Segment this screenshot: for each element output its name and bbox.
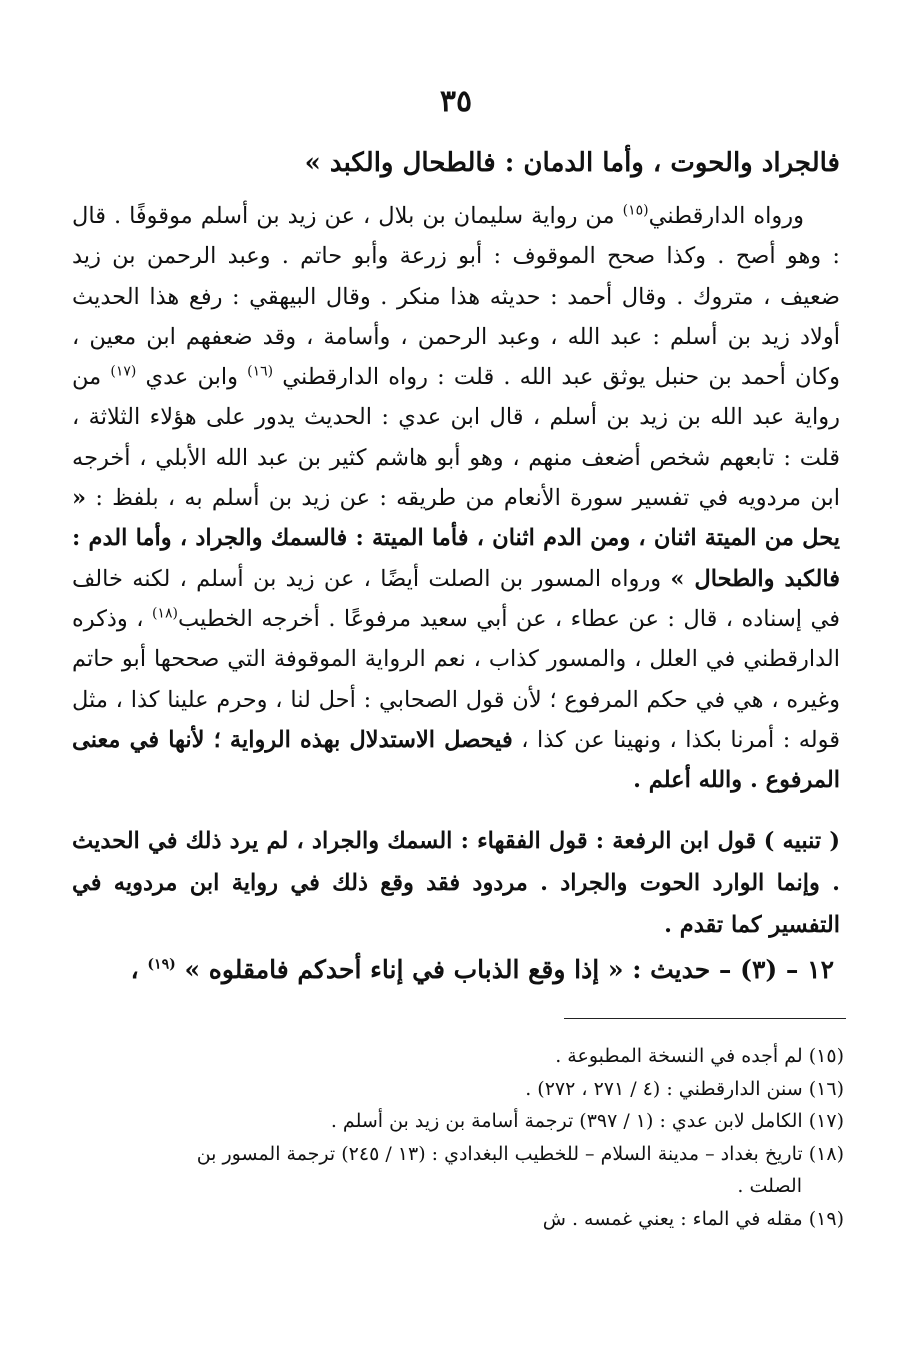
footnote-ref-19: (١٩) [147, 956, 176, 973]
footnote-number: (١٦) [808, 1077, 844, 1100]
main-body [72, 196, 840, 800]
footnote-number: (١٥) [808, 1045, 844, 1067]
footnote-number: (١٨) [808, 1142, 844, 1165]
footnote-text: لم أجده في النسخة المطبوعة . [555, 1045, 803, 1067]
hadith-text: ١٢ – (٣) – حديث : « إذا وقع الذباب في إناء أحدكم فامقلوه » [184, 955, 834, 984]
footnote-text: الكامل لابن عدي : (١ / ٣٩٧) ترجمة أسامة بن زيد بن أسلم . [330, 1110, 803, 1132]
footnote-16 [70, 1073, 844, 1106]
footnote-number: (١٩) [808, 1207, 844, 1230]
quoted-hadith: « يحل من الميتة اثنان ، ومن الدم اثنان ، فأما الميتة : فالسمك والجراد ، وأما الدم : فالكبد والطحال » [72, 485, 840, 592]
note-text: قول ابن الرفعة : قول الفقهاء : السمك والجراد ، لم يرد ذلك في الحديث . وإنما الوارد الحوت والجراد . مردود فقد وقع ذلك في رواية ابن مردويه في التفسير كما تقدم . [72, 828, 840, 938]
footnote-separator [564, 1018, 846, 1019]
footnote-19 [70, 1203, 844, 1236]
footnote-text: مقله في الماء : يعني غمسه . ش [542, 1207, 803, 1230]
note-label: ( تنبيه ) [763, 828, 841, 854]
note-paragraph [72, 820, 840, 946]
body-text: ، وذكره الدارقطني في العلل ، والمسور كذاب ، نعم الرواية الموقوفة التي صححها أبو حاتم وغيره ، هي في حكم المرفوع ؛ لأن قول الصحابي : أحل لنا ، وحرم علينا كذا ، مثل قوله : أمرنا بكذا ، ونهينا عن كذا ، [72, 605, 841, 753]
note-block [72, 820, 840, 946]
body-paragraph [72, 196, 840, 800]
hadith-tail: ، [130, 955, 139, 984]
body-text: ورواه المسور بن الصلت أيضًا ، عن زيد بن أسلم ، لكنه خالف في إسناده ، قال : عن عطاء ، عن أبي سعيد مرفوعًا . أخرجه الخطيب [72, 565, 840, 632]
footnote-ref-16: (١٦) [247, 363, 274, 380]
footnote-15 [70, 1040, 844, 1073]
footnote-text: سنن الدارقطني : (٤ / ٢٧١ ، ٢٧٢) . [525, 1077, 803, 1100]
footnote-ref-18: (١٨) [151, 605, 178, 622]
heading-line: فالجراد والحوت ، وأما الدمان : فالطحال والكبد » [304, 148, 840, 178]
footnote-17 [70, 1105, 844, 1138]
body-conclusion: فيحصل الاستدلال بهذه الرواية ؛ لأنها في معنى المرفوع . والله أعلم . [72, 726, 840, 794]
footnote-number: (١٧) [808, 1110, 844, 1132]
body-text: وابن عدي [145, 364, 238, 391]
body-text: ورواه الدارقطني [648, 203, 805, 229]
body-text: من رواية سليمان بن بلال ، عن زيد بن أسلم موقوفًا . قال : وهو أصح . وكذا صحح الموقوف : أبو زرعة وأبو حاتم . وعبد الرحمن بن زيد ضعيف ، متروك . وقال أحمد : حديثه هذا منكر . وقال البيهقي : رفع هذا الحديث أولاد زيد بن أسلم : عبد الله ، وعبد الرحمن ، وأسامة ، وقد ضعفهم ابن معين ، وكان أحمد بن حنبل يوثق عبد الله . قلت : رواه الدارقطني [72, 203, 840, 391]
footnote-ref-15: (١٥) [622, 202, 649, 219]
hadith-heading [80, 950, 834, 990]
footnote-continuation: الصلت . [737, 1175, 802, 1197]
footnote-18 [70, 1138, 844, 1203]
body-text: من رواية عبد الله بن زيد بن أسلم ، قال ابن عدي : الحديث يدور على هؤلاء الثلاثة ، قلت : تابعهم شخص أضعف منهم ، وهو أبو هاشم كثير بن عبد الله الأبلي ، أخرجه ابن مردويه في تفسير سورة الأنعام من طريقه : عن زيد بن أسلم به ، بلفظ : [72, 364, 840, 512]
footnotes-list [70, 1040, 844, 1235]
footnote-ref-17: (١٧) [110, 363, 137, 380]
footnote-text: تاريخ بغداد – مدينة السلام – للخطيب البغدادي : (١٣ / ٢٤٥) ترجمة المسور بن [196, 1142, 803, 1165]
page-number: ٣٥ [439, 84, 473, 119]
